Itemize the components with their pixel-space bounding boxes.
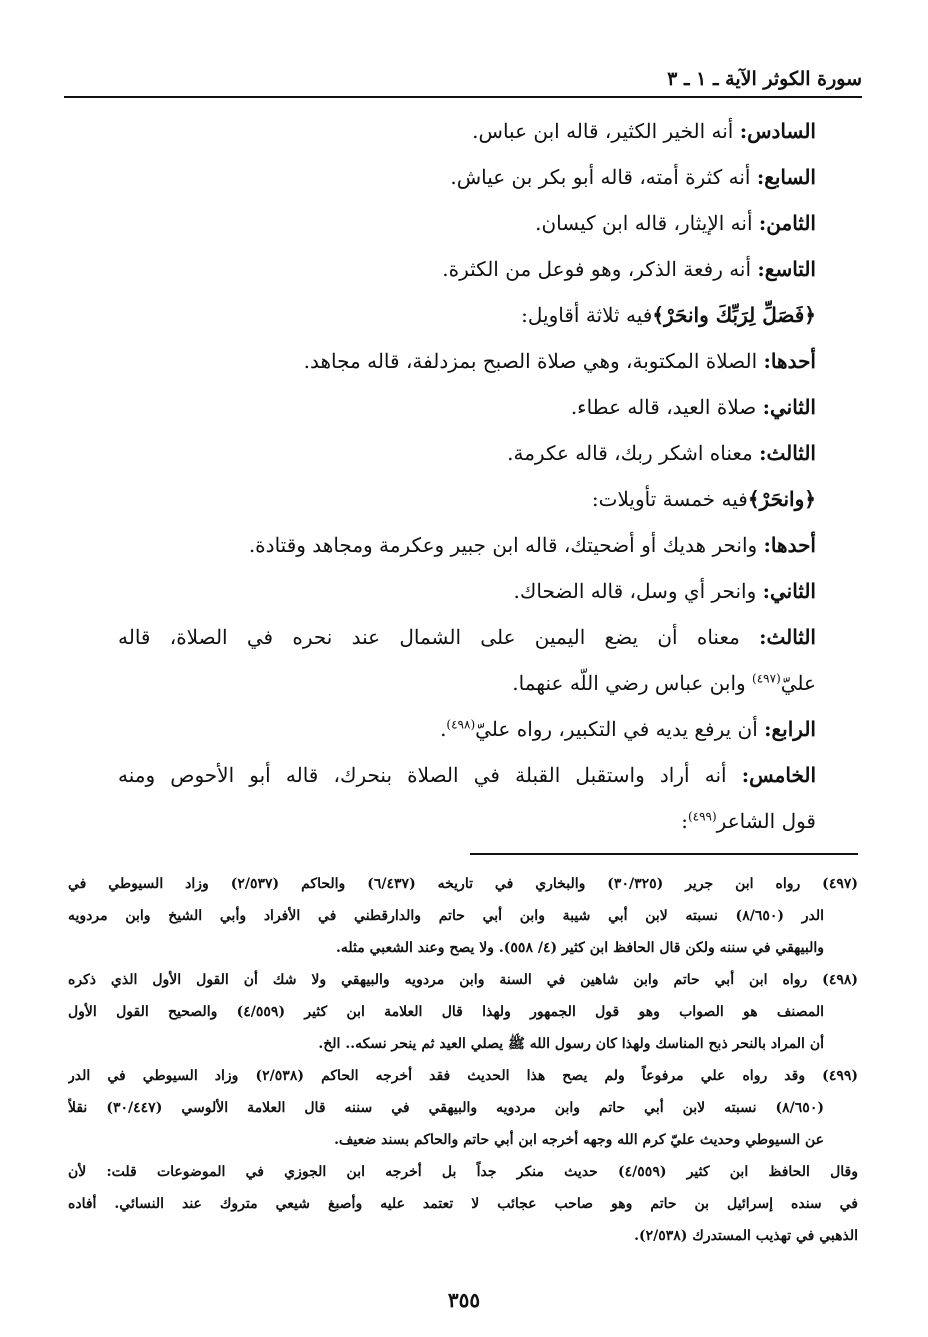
line-text: :: [681, 809, 688, 833]
line-label: الثالث:: [759, 441, 816, 465]
text-line: [118, 384, 816, 430]
text-line: [118, 246, 816, 292]
line-text: قول الشاعر: [716, 809, 816, 833]
footnote-ref[interactable]: (٤٩٩): [687, 809, 717, 824]
line-label: أحدها:: [763, 349, 816, 373]
text-line: [118, 108, 816, 154]
footnote-line: (٨/٦٥٠) نسبته لابن أبي حاتم وابن مردويه والبيهقي في سننه قال العلامة الألوسي (٣٠/٤٤٧) نقلاً: [68, 1100, 824, 1116]
footnote-line: في سنده إسرائيل بن حاتم وهو صاحب عجائب لا تعتمد عليه وأصبغ شيعي متروك عند النسائي. أفاده: [68, 1196, 858, 1212]
line-text: .: [440, 717, 447, 741]
text-line: [118, 706, 816, 752]
footnote-line: الدر (٨/٦٥٠) نسبته لابن أبي شيبة وابن أبي حاتم والدارقطني في الأفراد وأبي الشيخ وابن مردويه: [68, 908, 824, 924]
main-text: [118, 108, 816, 844]
text-line: [118, 476, 816, 522]
line-label: الثاني:: [762, 579, 816, 603]
line-text: عليّ: [780, 671, 816, 695]
footnote-line: وقال الحافظ ابن كثير (٤/٥٥٩) حديث منكر جداً بل أخرجه ابن الجوزي في الموضوعات قلت: لأن: [68, 1164, 858, 1180]
footnotes: [68, 868, 858, 1252]
line-text: وانحر هديك أو أضحيتك، قاله ابن جبير وعكرمة ومجاهد وقتادة.: [248, 533, 764, 557]
footnote-line: (٤٩٩) وقد رواه علي مرفوعاً ولم يصح هذا الحديث فقد أخرجه الحاكم (٢/٥٣٨) وزاد السيوطي في الدر: [68, 1068, 858, 1084]
footnote-line: أن المراد بالنحر ذبح المناسك ولهذا كان رسول الله ﷺ يصلي العيد ثم ينحر نسكه.. الخ.: [318, 1036, 824, 1052]
line-label: الثالث:: [759, 625, 816, 649]
line-label: السابع:: [756, 165, 816, 189]
footnote-line: (٤٩٨) رواه ابن أبي حاتم وابن شاهين في السنة وابن مردويه والبيهقي ولا شك أن القول الأول الذي ذكره: [68, 972, 858, 988]
line-text: وابن عباس رضي اللّه عنهما.: [512, 671, 753, 695]
text-line: [118, 568, 816, 614]
line-label: التاسع:: [757, 257, 816, 281]
footnote-line: (٤٩٧) رواه ابن جرير (٣٠/٣٢٥) والبخاري في تاريخه (٦/٤٣٧) والحاكم (٢/٥٣٧) وزاد السيوطي في: [68, 876, 858, 892]
quran-verse: ﴿وانحَرْ﴾: [747, 487, 816, 511]
footnote-line: الذهبي في تهذيب المستدرك (٢/٥٣٨).: [634, 1228, 858, 1244]
line-text: أن يرفع يديه في التكبير، رواه عليّ: [475, 717, 765, 741]
footnote-line: عن السيوطي وحديث عليّ كرم الله وجهه أخرجه ابن أبي حاتم والحاكم بسند ضعيف.: [334, 1132, 824, 1148]
footnote-line: والبيهقي في سننه ولكن قال الحافظ ابن كثير (٤/ ٥٥٨). ولا يصح وعند الشعبي مثله.: [336, 940, 824, 956]
line-text: وانحر أي وسل، قاله الضحاك.: [513, 579, 763, 603]
line-text: فيه ثلاثة أقاويل:: [521, 303, 653, 327]
text-line: [118, 522, 816, 568]
line-text: أنه أراد واستقبل القبلة في الصلاة بنحرك، قاله أبو الأحوص ومنه: [118, 763, 742, 787]
text-line: [118, 752, 816, 798]
line-label: الثامن:: [758, 211, 816, 235]
text-line: [118, 200, 816, 246]
line-label: الخامس:: [741, 763, 816, 787]
line-text: أنه الإيثار، قاله ابن كيسان.: [535, 211, 759, 235]
page-number: ٣٥٥: [447, 1288, 481, 1312]
line-text: أنه رفعة الذكر، وهو فوعل من الكثرة.: [442, 257, 758, 281]
line-label: السادس:: [739, 119, 816, 143]
text-line: [118, 338, 816, 384]
running-header: [64, 62, 862, 98]
line-text: معناه اشكر ربك، قاله عكرمة.: [507, 441, 760, 465]
footnote-line: المصنف هو الصواب وهو قول الجمهور ولهذا قال العلامة ابن كثير (٤/٥٥٩) والصحيح القول الأول: [68, 1004, 824, 1020]
text-line: [118, 430, 816, 476]
line-label: الرابع:: [764, 717, 816, 741]
header-title: سورة الكوثر الآية ـ ١ ـ ٣: [667, 68, 862, 90]
footnote-ref[interactable]: (٤٩٧): [752, 671, 781, 686]
quran-verse: ﴿فَصَلِّ لِرَبِّكَ وانحَرْ﴾: [652, 303, 816, 327]
line-text: معناه أن يضع اليمين على الشمال عند نحره في الصلاة، قاله: [118, 625, 760, 649]
line-text: فيه خمسة تأويلات:: [591, 487, 748, 511]
text-line: [118, 614, 816, 660]
text-line: [118, 798, 816, 844]
line-text: الصلاة المكتوبة، وهي صلاة الصبح بمزدلفة، قاله مجاهد.: [303, 349, 764, 373]
text-line: [118, 292, 816, 338]
line-label: الثاني:: [762, 395, 816, 419]
line-text: صلاة العيد، قاله عطاء.: [570, 395, 763, 419]
line-text: أنه الخير الكثير، قاله ابن عباس.: [472, 119, 740, 143]
text-line: [118, 154, 816, 200]
line-label: أحدها:: [763, 533, 816, 557]
footnote-divider: [470, 853, 858, 855]
footnote-ref[interactable]: (٤٩٨): [446, 717, 476, 732]
text-line: [118, 660, 816, 706]
line-text: أنه كثرة أمته، قاله أبو بكر بن عياش.: [450, 165, 757, 189]
